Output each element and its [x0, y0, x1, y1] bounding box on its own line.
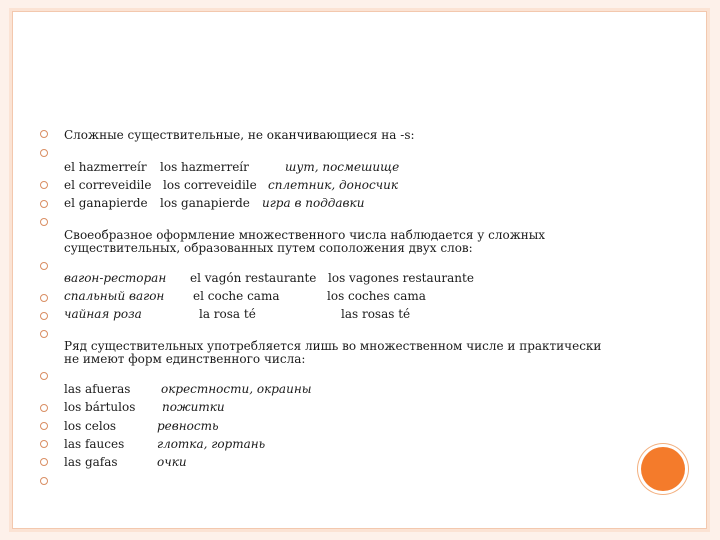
plural-es: las fauces: [64, 437, 125, 451]
plural-es: los celos: [64, 419, 117, 433]
juxt-sg: el coche cama: [193, 289, 280, 303]
paragraph-juxtaposed: Своеобразное оформление множественного числа наблюдается у сложных существительных, образованных путем соположения двух слов:: [64, 228, 546, 255]
bullet: [40, 200, 48, 208]
plural-ru: окрестности, окраины: [161, 382, 312, 396]
bullet: [40, 218, 48, 226]
plural-ru: очки: [157, 455, 187, 469]
juxt-sg: el vagón restaurante: [190, 271, 317, 285]
juxt-pl: los vagones restaurante: [328, 271, 474, 285]
bullet: [40, 372, 48, 380]
bullet: [40, 181, 48, 189]
heading-compounds: Сложные существительные, не оканчивающиеся на -s:: [64, 128, 415, 142]
juxt-ru: вагон-ресторан: [64, 271, 167, 285]
compound-sg: el hazmerreír: [64, 160, 147, 174]
bullet: [40, 294, 48, 302]
juxt-pl: los coches cama: [327, 289, 426, 303]
plural-es: las gafas: [64, 455, 118, 469]
bullet: [40, 458, 48, 466]
bullet: [40, 330, 48, 338]
plural-ru: глотка, гортань: [157, 437, 266, 451]
juxt-pl: las rosas té: [341, 307, 411, 321]
compound-ru: игра в поддавки: [262, 196, 365, 210]
bullet: [40, 477, 48, 485]
juxt-sg: la rosa té: [199, 307, 256, 321]
compound-pl: los hazmerreír: [160, 160, 249, 174]
compound-sg: el ganapierde: [64, 196, 148, 210]
compound-ru: шут, посмешище: [285, 160, 400, 174]
paragraph-plural-only: Ряд существительных употребляется лишь во множественном числе и практически не имеют форм единственного числа:: [64, 339, 602, 366]
plural-es: los bártulos: [64, 400, 136, 414]
bullet: [40, 262, 48, 270]
bullet: [40, 312, 48, 320]
plural-ru: ревность: [157, 419, 219, 433]
juxt-ru: спальный вагон: [64, 289, 165, 303]
accent-circle: [641, 447, 685, 491]
bullet: [40, 404, 48, 412]
bullet: [40, 130, 48, 138]
compound-pl: los correveidile: [163, 178, 257, 192]
compound-ru: сплетник, доносчик: [268, 178, 399, 192]
plural-ru: пожитки: [162, 400, 225, 414]
compound-pl: los ganapierde: [160, 196, 250, 210]
slide: [12, 11, 707, 529]
juxt-ru: чайная роза: [64, 307, 142, 321]
compound-sg: el correveidile: [64, 178, 152, 192]
bullet: [40, 149, 48, 157]
bullet: [40, 422, 48, 430]
bullet: [40, 440, 48, 448]
plural-es: las afueras: [64, 382, 131, 396]
